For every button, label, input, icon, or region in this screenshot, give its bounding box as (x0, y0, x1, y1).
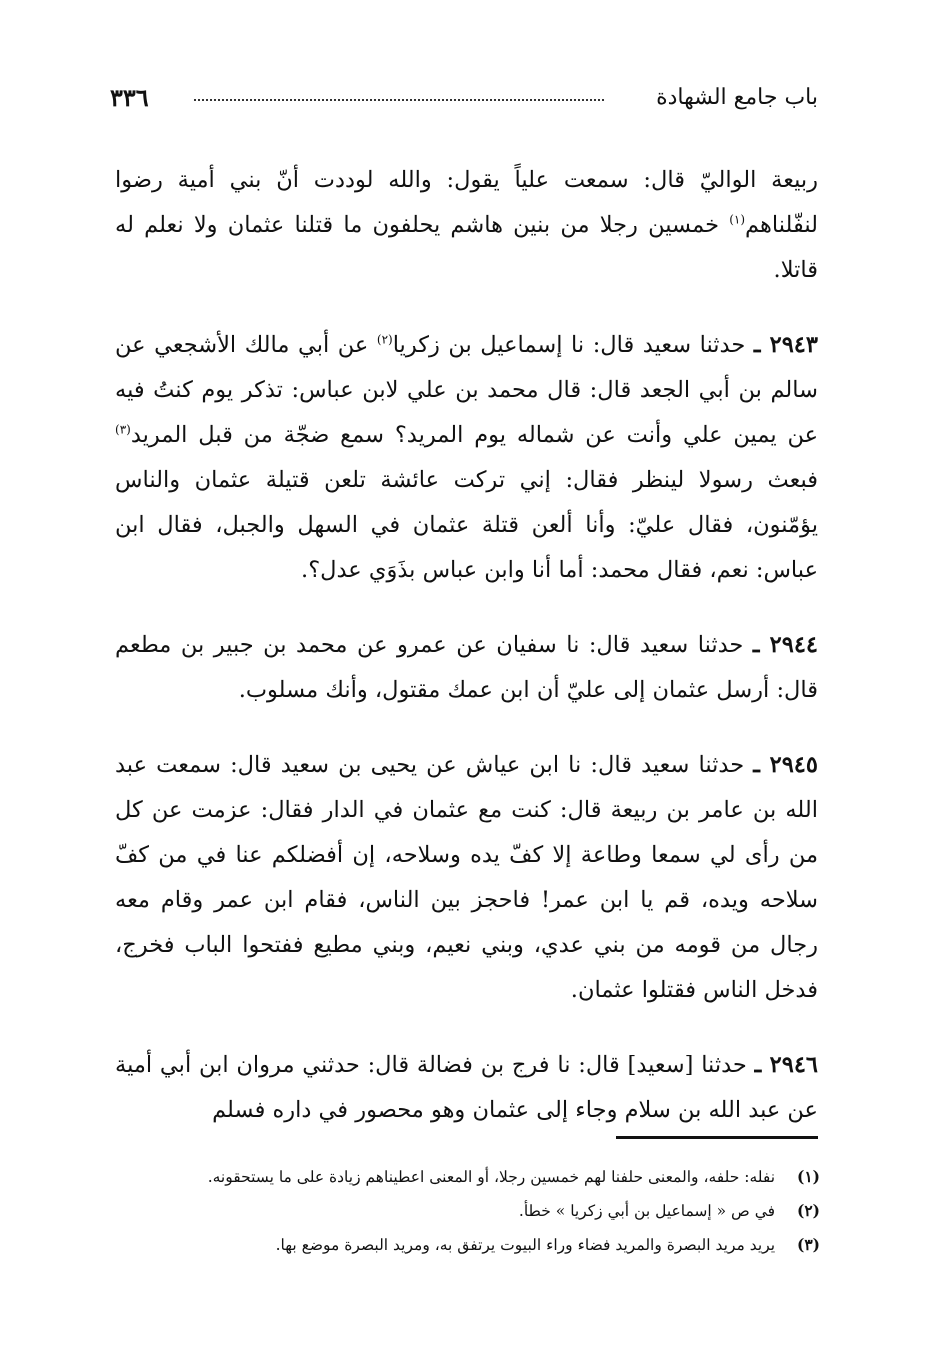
footnote-ref: (٣) (115, 422, 131, 437)
text-run: حدثنا سعيد قال: نا ابن عياش عن يحيى بن سعيد قال: سمعت عبد الله بن عامر بن ربيعة قال: كنت مع عثمان في الدار فقال: عزمت عن كل من رأى لي سمعا وطاعة إلا كفّ يده وسلاحه، إن أفضلكم عنا في من كفّ سلاحه ويده، قم يا ابن عمر! فاحجز بين الناس، فقام ابن عمر وقام معه رجال من قومه من بني عدي، وبني نعيم، وبني مطيع ففتحوا الباب فخرج، فدخل الناس فقتلوا عثمان. (115, 752, 818, 1003)
text-run: فبعث رسولا لينظر فقال: إني تركت عائشة تلعن قتيلة عثمان والناس يؤمّنون، فقال عليّ: وأنا ألعن قتلة عثمان في السهل والجبل، فقال ابن عباس: نعم، فقال محمد: أما أنا وابن عباس بذَوَي عدل؟. (115, 467, 818, 583)
hadith-paragraph (115, 623, 818, 713)
hadith-paragraph (115, 323, 818, 593)
hadith-number: ٢٩٤٤ ـ (752, 632, 818, 658)
footnote-text: نفله: حلفه، والمعنى حلفنا لهم خمسين رجلا، أو المعنى اعطيناهم زيادة على ما يستحقونه. (207, 1168, 776, 1186)
text-run: حدثنا سعيد قال: نا إسماعيل بن زكريا (392, 332, 754, 358)
footnote-text: في ص « إسماعيل بن أبي زكريا » خطأ. (518, 1202, 776, 1220)
footnotes (120, 1160, 820, 1262)
page-header (110, 80, 818, 114)
text-run: حدثنا [سعيد] قال: نا فرج بن فضالة قال: حدثني مروان ابن أبي أمية عن عبد الله بن سلام وجاء إلى عثمان وهو محصور في داره فسلم (115, 1052, 818, 1123)
footnote-mark: (٣) (796, 1235, 820, 1254)
footnote-ref: (١) (729, 212, 746, 227)
hadith-number: ٢٩٤٦ ـ (754, 1052, 818, 1078)
footnote-item (120, 1194, 820, 1228)
footnote-item (120, 1228, 820, 1262)
footnote-mark: (٢) (796, 1201, 820, 1220)
text-run: ربيعة الواليّ قال: سمعت علياً يقول: والله لوددت أنّ بني أمية رضوا لنفّلناهم (115, 167, 818, 238)
footnote-item (120, 1160, 820, 1194)
text-run: عن أبي مالك الأشجعي عن سالم بن أبي الجعد قال: قال محمد بن علي لابن عباس: تذكر يوم كنتُ فيه عن يمين علي وأنت عن شماله يوم المريد؟ سمع ضجّة من قبل المريد (115, 332, 818, 448)
main-text (115, 158, 818, 1133)
hadith-number: ٢٩٤٣ ـ (753, 332, 818, 358)
hadith-paragraph (115, 743, 818, 1013)
paragraph-continuation (115, 158, 818, 293)
page-number: ٣٣٦ (110, 82, 149, 112)
footnote-text: يريد مريد البصرة والمريد فضاء وراء البيوت يرتفق به، ومريد البصرة موضع بها. (275, 1236, 776, 1254)
text-run: حدثنا سعيد قال: نا سفيان عن عمرو عن محمد بن جبير بن مطعم قال: أرسل عثمان إلى عليّ أن ابن عمك مقتول، وأنك مسلوب. (115, 632, 818, 703)
header-dotted-rule (194, 99, 604, 101)
hadith-paragraph (115, 1043, 818, 1133)
footnote-mark: (١) (796, 1167, 820, 1186)
hadith-number: ٢٩٤٥ ـ (753, 752, 818, 778)
footnote-separator (616, 1136, 818, 1139)
text-run: خمسين رجلا من بنين هاشم يحلفون ما قتلنا عثمان ولا نعلم له قاتلا. (115, 212, 818, 283)
footnote-ref: (٢) (376, 332, 393, 347)
running-title: باب جامع الشهادة (656, 84, 818, 110)
